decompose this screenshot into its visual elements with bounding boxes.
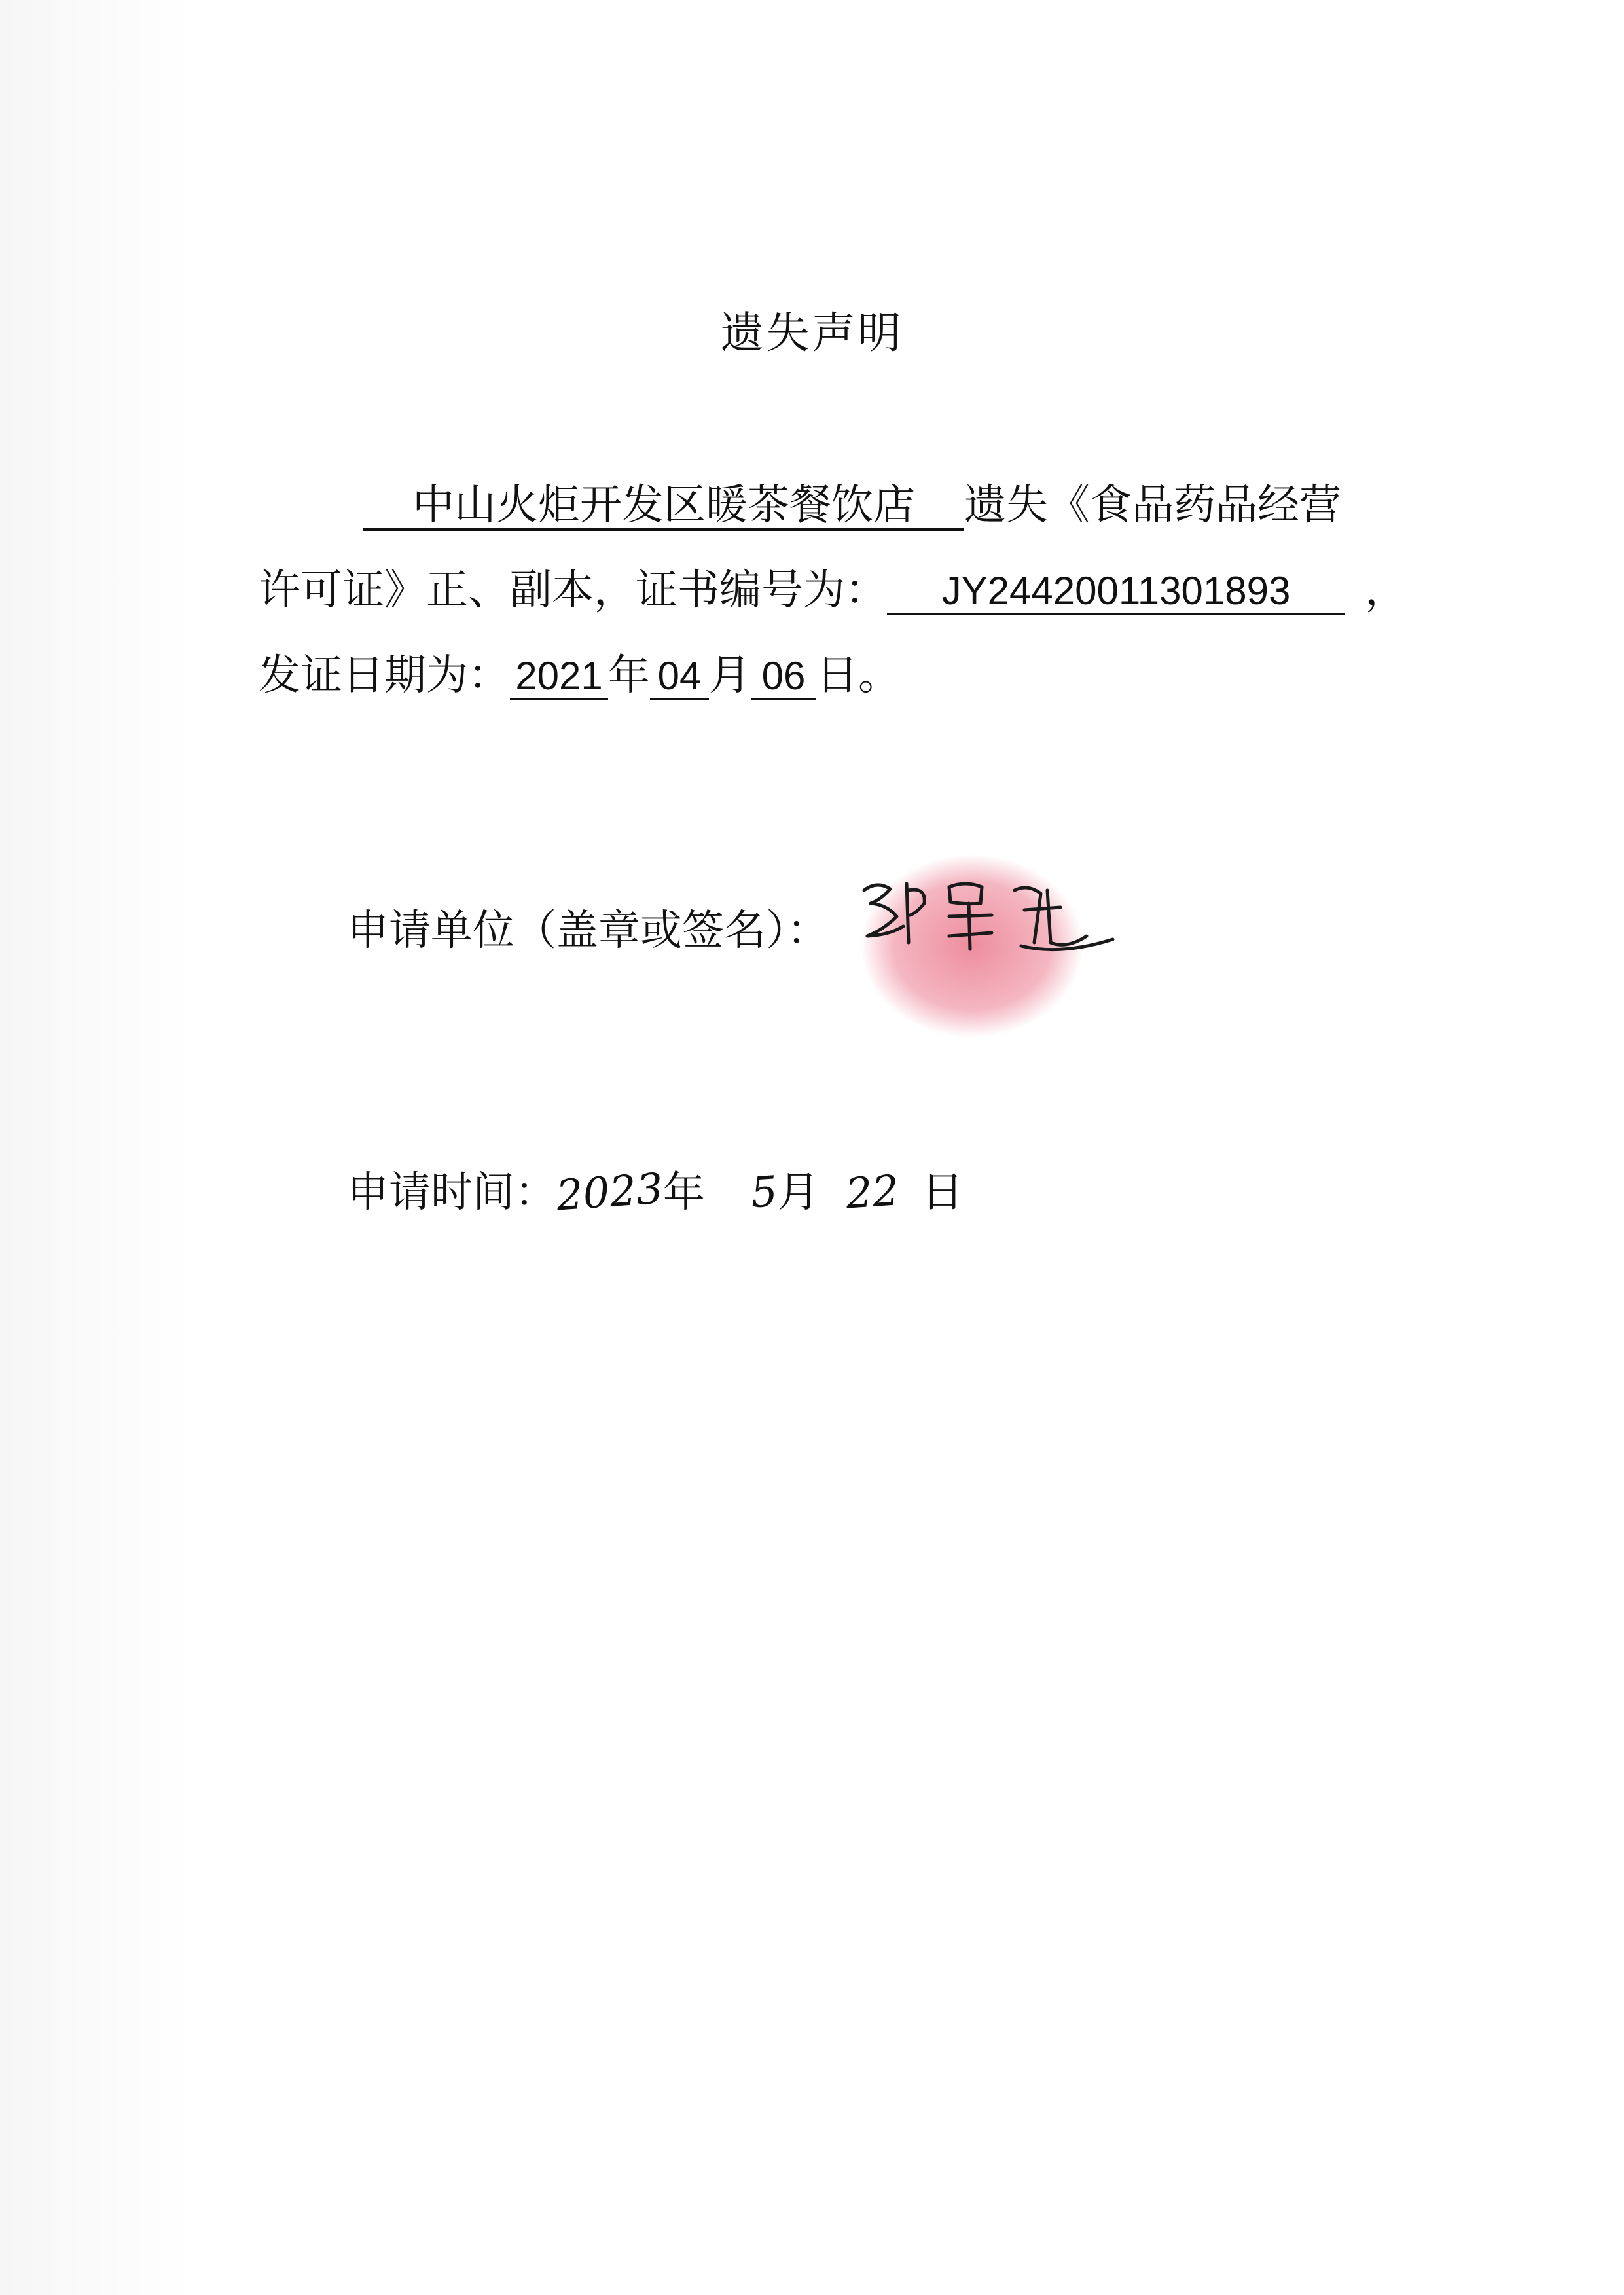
statement-line-1	[363, 471, 1341, 532]
certificate-prefix: 许可证》正、副本，证书编号为：	[259, 566, 887, 615]
certificate-suffix: ，	[1365, 566, 1407, 615]
statement-line-2	[259, 556, 1407, 617]
application-time-label: 申请时间：	[347, 1168, 556, 1217]
issue-day-char: 日。	[816, 651, 900, 700]
application-month-char: 月	[777, 1168, 820, 1217]
application-month: 5	[749, 1167, 780, 1218]
issue-month-char: 月	[709, 651, 751, 700]
application-year-char: 年	[662, 1168, 705, 1217]
application-year: 2023	[554, 1165, 665, 1221]
store-name: 中山火炬开发区暖茶餐饮店	[363, 482, 964, 531]
application-day-char: 日	[922, 1168, 964, 1217]
handwritten-signature	[851, 864, 1126, 969]
application-time-line	[347, 1159, 964, 1219]
certificate-number: JY24420011301893	[887, 569, 1345, 615]
document-title: 遗失声明	[720, 308, 904, 358]
issue-date-label: 发证日期为：	[259, 651, 510, 700]
issue-year-char: 年	[608, 651, 650, 700]
issue-month: 04	[650, 655, 709, 700]
statement-line-3	[259, 642, 900, 702]
applicant-label: 申请单位（盖章或签名）：	[347, 907, 829, 955]
application-day: 22	[844, 1166, 901, 1219]
issue-year: 2021	[510, 655, 608, 700]
issue-day: 06	[751, 655, 816, 700]
lost-text: 遗失《食品药品经营	[964, 481, 1341, 530]
